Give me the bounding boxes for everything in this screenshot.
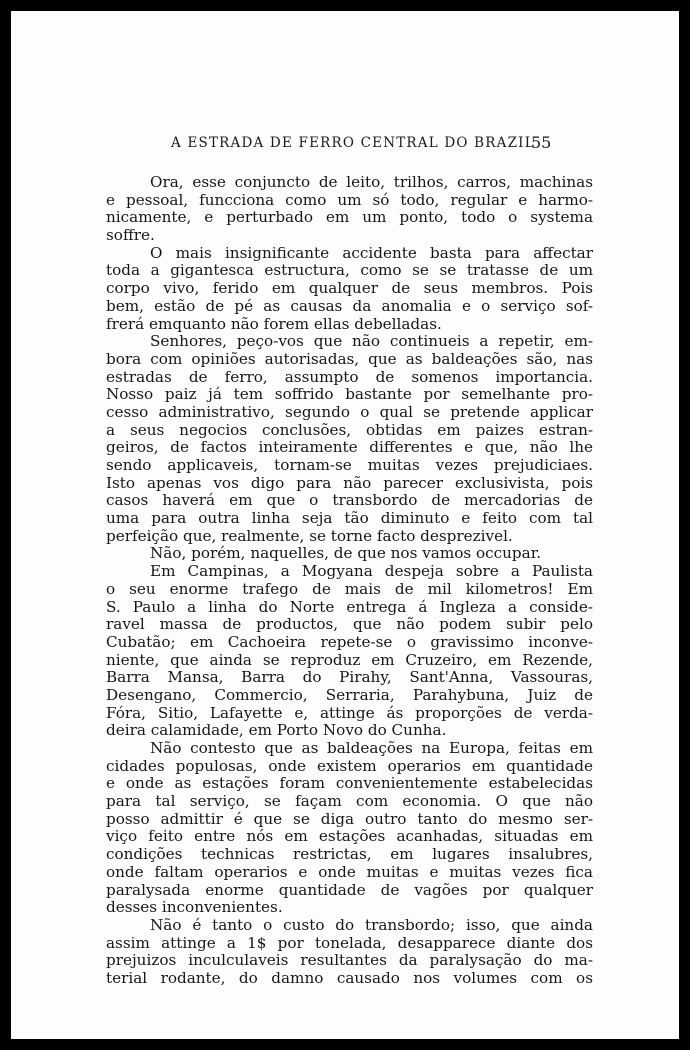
text-line: Nosso paiz já tem soffrido bastante por semelhante pro- — [106, 386, 593, 404]
text-line: viço feito entre nós em estações acanhadas, situadas em — [106, 828, 593, 846]
text-line: nicamente, e perturbado em um ponto, todo o systema — [106, 209, 593, 227]
text-line: Cubatão; em Cachoeira repete-se o gravissimo inconve- — [106, 633, 593, 651]
text-line: prejuizos inculculaveis resultantes da paralysação do ma- — [106, 952, 593, 970]
text-line: para tal serviço, se façam com economia. O que não — [106, 793, 593, 811]
text-line: O mais insignificante accidente basta para affectar — [150, 244, 593, 262]
text-line: Não, porém, naquelles, de que nos vamos occupar. — [150, 545, 542, 563]
text-line: cidades populosas, onde existem operarios em quantidade — [106, 757, 593, 775]
text-line: corpo vivo, ferido em qualquer de seus membros. Pois — [106, 280, 593, 298]
text-line: ravel massa de productos, que não podem subir pelo — [106, 616, 593, 634]
text-line: sendo applicaveis, tornam-se muitas vezes prejudiciaes. — [106, 457, 593, 474]
text-line: niente, que ainda se reproduz em Cruzeiro, em Rezende, — [106, 651, 593, 669]
text-line: Em Campinas, a Mogyana despeja sobre a Paulista — [150, 563, 593, 581]
text-line: deira calamidade, em Porto Novo do Cunha. — [106, 722, 447, 740]
text-line: Barra Mansa, Barra do Pirahy, Sant'Anna, Vassouras, — [106, 669, 593, 687]
text-line: o seu enorme trafego de mais de mil kilometros! Em — [106, 580, 593, 598]
running-header — [11, 135, 679, 157]
text-line: Senhores, peço-vos que não continueis a repetir, em- — [150, 333, 593, 351]
text-line: assim attinge a 1$ por tonelada, desapparece diante dos — [106, 934, 593, 952]
text-line: soffre. — [106, 227, 155, 245]
text-line: terial rodante, do damno causado nos volumes com os — [106, 969, 593, 987]
text-line: S. Paulo a linha do Norte entrega á Ingleza a conside- — [106, 598, 593, 616]
text-line: casos haverá em que o transbordo de mercadorias de — [106, 492, 593, 510]
text-line: Isto apenas vos digo para não parecer exclusivista, pois — [106, 474, 593, 492]
text-line: cesso administrativo, segundo o qual se pretende applicar — [106, 403, 593, 421]
text-line: a seus negocios conclusões, obtidas em paizes estran- — [106, 421, 593, 439]
body-text — [106, 174, 593, 988]
book-page — [11, 11, 679, 1039]
text-line: Não contesto que as baldeações na Europa, feitas em — [150, 740, 593, 757]
text-line: geiros, de factos inteiramente differentes e que, não lhe — [106, 439, 593, 457]
text-line: estradas de ferro, assumpto de somenos importancia. — [106, 368, 593, 386]
text-line: desses inconvenientes. — [106, 899, 283, 917]
text-line: frerá emquanto não forem ellas debelladas. — [106, 315, 442, 333]
running-title: A ESTRADA DE FERRO CENTRAL DO BRAZIL — [171, 135, 535, 151]
text-line: bora com opiniões autorisadas, que as baldeações são, nas — [106, 350, 593, 368]
page-number: 55 — [531, 133, 552, 152]
text-line: uma para outra linha seja tão diminuto e feito com tal — [106, 510, 593, 528]
text-line: toda a gigantesca estructura, como se se tratasse de um — [106, 262, 593, 280]
text-line: posso admittir é que se diga outro tanto do mesmo ser- — [106, 810, 593, 828]
text-line: perfeição que, realmente, se torne facto desprezivel. — [106, 527, 513, 545]
text-line: bem, estão de pé as causas da anomalia e o serviço sof- — [106, 297, 593, 315]
text-line: Fóra, Sitio, Lafayette e, attinge ás proporções de verda- — [106, 704, 593, 722]
text-line: onde faltam operarios e onde muitas e muitas vezes fica — [106, 863, 593, 881]
text-line: e onde as estações foram convenientemente estabelecidas — [106, 775, 593, 793]
text-line: paralysada enorme quantidade de vagões por qualquer — [106, 881, 593, 899]
text-line: Não é tanto o custo do transbordo; isso, que ainda — [150, 916, 593, 934]
text-line: e pessoal, funcciona como um só todo, regular e harmo- — [106, 191, 593, 209]
text-line: Desengano, Commercio, Serraria, Parahybuna, Juiz de — [106, 686, 593, 704]
text-line: condições technicas restrictas, em lugares insalubres, — [106, 846, 593, 864]
text-line: Ora, esse conjuncto de leito, trilhos, carros, machinas — [150, 174, 593, 191]
